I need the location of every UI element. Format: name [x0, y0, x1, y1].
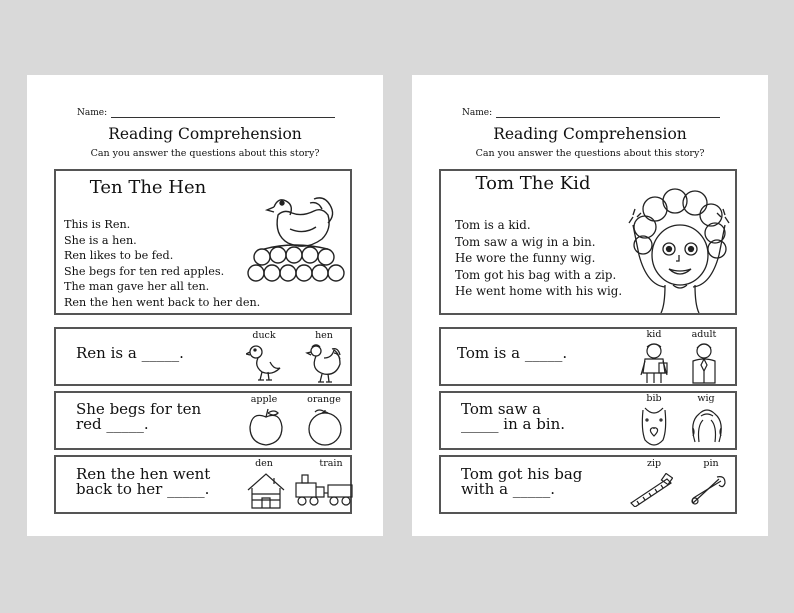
question-box: [54, 327, 352, 386]
question-box: [439, 327, 737, 386]
question-line: Tom got his bag: [461, 465, 583, 483]
story-line: She is a hen.: [64, 233, 137, 247]
story-line: Tom saw a wig in a bin.: [455, 234, 596, 249]
name-line: [496, 108, 720, 118]
worksheet-title: Reading Comprehension: [108, 125, 302, 143]
worksheet-title: Reading Comprehension: [493, 125, 687, 143]
name-row: [462, 108, 720, 118]
choice-label: hen: [315, 330, 333, 341]
choice-label: duck: [252, 330, 276, 341]
question-text: [76, 467, 210, 497]
question-line: Tom is a _____.: [457, 344, 568, 362]
story-line: He went home with his wig.: [455, 284, 623, 298]
choice-label: kid: [646, 329, 662, 340]
choice-label: bib: [646, 393, 662, 404]
choice-label: pin: [703, 458, 719, 469]
name-line: [111, 108, 335, 118]
story-line: This is Ren.: [64, 218, 131, 231]
choice-label: adult: [691, 329, 717, 340]
kid-wig-illustration: [625, 185, 733, 313]
name-label: Name:: [462, 108, 493, 118]
story-line: Tom is a kid.: [455, 218, 531, 232]
question-text: [461, 467, 582, 497]
zipper-icon[interactable]: [629, 473, 673, 507]
story-title: Ten The Hen: [89, 177, 207, 198]
choice-label: wig: [697, 393, 715, 404]
safety-pin-icon[interactable]: [689, 473, 729, 507]
choice-label: orange: [307, 394, 341, 405]
story-title: Tom The Kid: [475, 173, 591, 194]
question-box: [439, 455, 737, 514]
story-line: Ren likes to be fed.: [64, 249, 174, 262]
question-line: red _____.: [76, 415, 149, 433]
story-line: He wore the funny wig.: [455, 251, 596, 265]
question-box: [54, 455, 352, 514]
worksheet-subtitle: Can you answer the questions about this story?: [475, 148, 705, 159]
story-line: Tom got his bag with a zip.: [455, 267, 617, 282]
duck-icon[interactable]: [246, 342, 282, 384]
question-text: [76, 402, 201, 432]
story-line: The man gave her all ten.: [64, 280, 210, 293]
choice-label: den: [255, 458, 273, 469]
name-row: [77, 108, 335, 118]
name-label: Name:: [77, 108, 108, 118]
hen-apples-illustration: [244, 189, 348, 289]
adult-icon[interactable]: [687, 341, 721, 385]
question-line: Tom saw a: [461, 400, 542, 418]
question-box: [439, 391, 737, 450]
hen-icon[interactable]: [304, 341, 344, 385]
question-text: [76, 346, 184, 361]
den-icon[interactable]: [246, 472, 286, 510]
question-line: back to her _____.: [76, 480, 210, 498]
apple-icon[interactable]: [248, 407, 284, 447]
question-line: Ren is a _____.: [76, 344, 184, 362]
story-text: [64, 217, 260, 310]
kid-icon[interactable]: [637, 341, 671, 385]
choice-label: zip: [646, 458, 662, 469]
choice-label: train: [319, 458, 343, 469]
orange-icon[interactable]: [306, 407, 344, 447]
bib-icon[interactable]: [639, 406, 669, 448]
question-line: She begs for ten: [76, 400, 202, 418]
choice-label: apple: [250, 394, 278, 405]
question-line: _____ in a bin.: [461, 415, 566, 433]
question-text: [461, 402, 565, 432]
story-text: [455, 217, 622, 300]
question-box: [54, 391, 352, 450]
question-line: with a _____.: [461, 480, 556, 498]
wig-icon[interactable]: [687, 406, 727, 446]
question-line: Ren the hen went: [76, 465, 211, 483]
train-icon[interactable]: [294, 473, 356, 507]
worksheet-subtitle: Can you answer the questions about this story?: [90, 148, 320, 159]
story-box: [54, 169, 352, 315]
question-text: [457, 346, 567, 361]
worksheet-right: [412, 75, 768, 536]
story-box: [439, 169, 737, 315]
story-line: She begs for ten red apples.: [64, 264, 225, 278]
story-line: Ren the hen went back to her den.: [64, 295, 261, 309]
worksheet-left: [27, 75, 383, 536]
